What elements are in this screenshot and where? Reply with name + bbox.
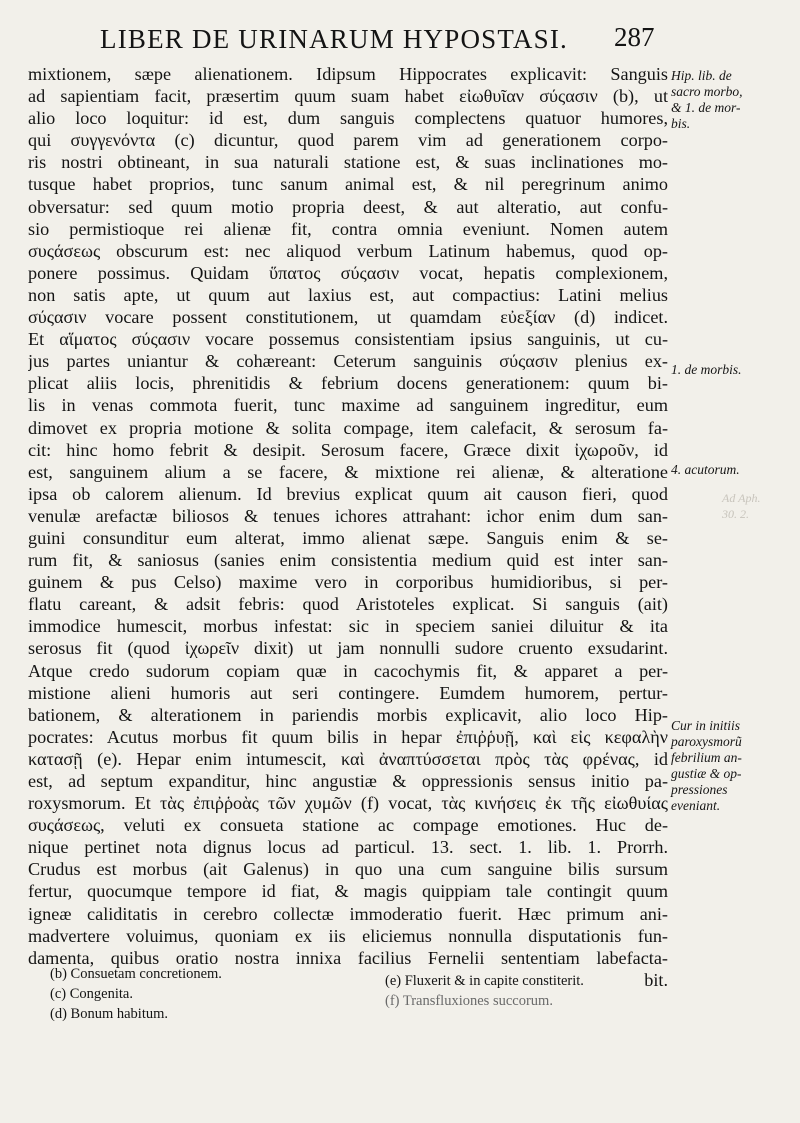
text-line: fertur, quocumque tempore id fiat, & magis quippiam tale contingit quum — [28, 881, 668, 902]
text-line: qui συγγενόντα (c) dicuntur, quod parem vim ad generationem corpo- — [28, 130, 668, 151]
text-line: tusque habet proprios, tunc sanum animal est, & nil peregrinum animo — [28, 174, 668, 195]
text-line: mistione alieni humoris aut seri contingere. Eumdem humorem, pertur- — [28, 682, 668, 703]
text-line: συςάσεως obscurum est: nec aliquod verbum Latinum habemus, quod op- — [28, 240, 668, 261]
text-line: immodice humescit, morbus infestat: sic in speciem saniei diluitur & ita — [28, 616, 668, 637]
text-line: est, sanguinem alium a se facere, & mixtione rei alienæ, & alteratione — [28, 461, 668, 482]
text-line: mixtionem, sæpe alienationem. Idipsum Hippocrates explicavit: Sanguis — [28, 64, 668, 84]
text-line: guini consunditur eum alterat, immo alienat sæpe. Sanguis enim & se- — [28, 527, 668, 548]
footnote: (c) Congenita. — [50, 986, 133, 1002]
text-line: dimovet ex propria motione & solita compage, item calefacit, & serosum fa- — [28, 417, 668, 438]
text-line: plicat aliis locis, phrenitidis & febrium docens generationem: quum bi- — [28, 373, 668, 394]
margin-note: Cur in initiis paroxysmorũ febrilium an- gustiæ & op- pressiones eveniant. — [671, 718, 742, 813]
page-header — [0, 20, 800, 56]
text-line: rum fit, & saniosus (sanies enim consistentia medium quid est inter san- — [28, 550, 668, 571]
bleed-through-text: Ad Aph. 30. 2. — [722, 491, 761, 521]
text-line: flatu careant, & adsit febris: quod Aristoteles explicat. Si sanguis (ait) — [28, 594, 668, 615]
running-head: LIBER DE URINARUM HYPOSTASI. — [100, 24, 568, 54]
text-line: non satis apte, ut quum aut laxius est, aut compactius: Latini melius — [28, 284, 668, 305]
text-line: est, ad septum expanditur, hinc angustiæ & oppressionis sensus initio pa- — [28, 771, 668, 791]
footnote: (d) Bonum habitum. — [50, 1006, 169, 1022]
text-line: Et αἵματος σύςασιν vocare possemus consistentiam ipsius sanguinis, ut cu- — [28, 329, 668, 350]
text-line: pocrates: Acutus morbus fit quum bilis in hepar ἐπιῤῥυῇ, καὶ εἰς κεφαλὴν — [28, 726, 668, 747]
footnote: (e) Fluxerit & in capite constiterit. — [385, 973, 584, 989]
margin-note: Hip. lib. de sacro morbo, & 1. de mor- bis. — [671, 68, 743, 131]
body-text — [28, 63, 668, 991]
text-line: lis in venas commota fuerit, tunc maxime ad sanguinem ingreditur, eum — [28, 395, 668, 416]
margin-note: 4. acutorum. — [671, 462, 740, 477]
text-line: ad sapientiam facit, præsertim quum suam habet εἰωθυῖαν σύςασιν (b), ut — [28, 86, 668, 107]
text-line: cit: hinc homo febrit & desipit. Serosum facere, Græce dixit ἰχωροῦν, id — [28, 439, 668, 460]
text-line: Atque credo sudorum copiam quæ in cacochymis fit, & apparet a per- — [28, 660, 668, 681]
footnote: (b) Consuetam concretionem. — [50, 966, 222, 982]
text-line: obversatur: sed quum motio propria deest, & aut alteratio, aut confu- — [28, 196, 668, 217]
text-line: sio permistioque rei alienæ fit, contra omnia eveniunt. Nomen autem — [28, 218, 668, 239]
footnote: (f) Transfluxiones succorum. — [385, 993, 553, 1009]
text-line: madvertere voluimus, quoniam ex iis eliciemus nonnulla disputationis fun- — [28, 925, 668, 946]
text-line: venulæ arefactæ biliosos & tenues ichores attrahant: ichor enim dum san- — [28, 505, 668, 526]
text-line: jus partes uniantur & cohæreant: Ceterum sanguinis σύςασιν plenius ex- — [28, 351, 668, 372]
text-line: ris nostri obtineant, in sua naturali statione est, & suas inclinationes mo- — [28, 152, 668, 173]
text-line: serosus fit (quod ἰχωρεῖν dixit) ut jam nonnulli sudore cruento exsudarint. — [28, 638, 668, 659]
text-line: guinem & pus Celso) maxime vero in corporibus humidioribus, si per- — [28, 572, 668, 593]
text-line: bationem, & alterationem in pariendis morbis explicavit, alio loco Hip- — [28, 704, 668, 725]
text-line: nique pertinet nota dignus locus ad particul. 13. sect. 1. lib. 1. Prorrh. — [28, 837, 668, 858]
text-line: igneæ caliditatis in cerebro collectæ immoderatio fuerit. Hæc primum ani- — [28, 903, 668, 924]
text-line: damenta, quibus oratio nostra innixa facilius Fernelii sententiam labefacta- — [28, 947, 668, 968]
text-line: bit. — [644, 969, 668, 990]
text-line: ipsa ob calorem alienum. Id brevius explicat quum ait causon fieri, quod — [28, 483, 668, 504]
page-number: 287 — [614, 22, 655, 52]
text-line: σύςασιν vocare possent constitutionem, ut quamdam εὐεξίαν (d) indicet. — [28, 307, 668, 328]
text-line: roxysmorum. Et τὰς ἐπιῤῥοὰς τῶν χυμῶν (f) vocat, τὰς κινήσεις ἐκ τῆς εἰωθυίας — [28, 793, 668, 814]
text-line: alio loco loquitur: id est, dum sanguis complectens quatuor humores, — [28, 108, 668, 129]
text-line: Crudus est morbus (ait Galenus) in quo una cum sanguine bilis sursum — [28, 859, 668, 880]
margin-note: 1. de morbis. — [671, 362, 742, 377]
text-line: ponere possimus. Quidam ὕπατος σύςασιν vocat, hepatis complexionem, — [28, 262, 668, 283]
text-line: συςάσεως, veluti ex consueta statione ac compage emotiones. Huc de- — [28, 815, 668, 836]
text-line: κατασῇ (e). Hepar enim intumescit, καὶ ἀναπτύσσεται πρὸς τὰς φρένας, id — [28, 748, 668, 769]
